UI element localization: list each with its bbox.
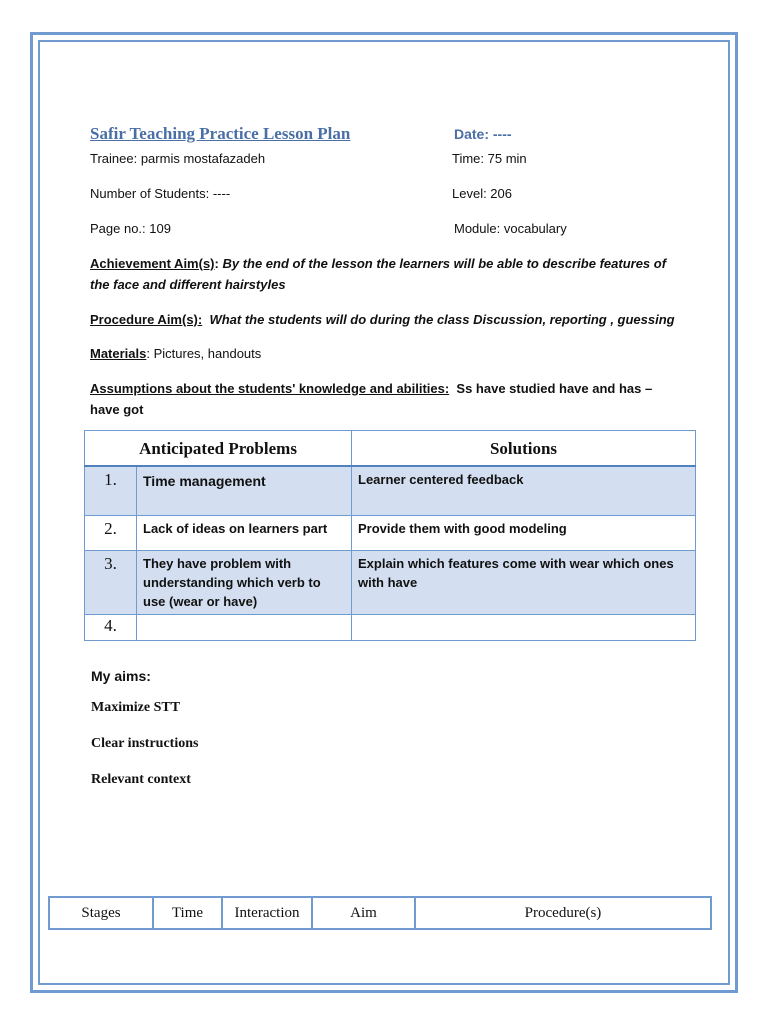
aim-item: Clear instructions [91,736,199,751]
page-number-field: Page no.: 109 [90,221,171,236]
procedure-aim [90,309,680,330]
assumptions-label: Assumptions about the students' knowledge and abilities: [90,381,450,396]
solution-cell: Explain which features come with wear which ones with have [352,550,696,614]
table-header-row [85,431,696,467]
table-row [85,550,696,614]
header-stages: Stages [49,897,153,929]
row-number: 1. [85,466,137,515]
trainee-field: Trainee: parmis mostafazadeh [90,151,266,166]
row-number: 3. [85,550,137,614]
row-number: 2. [85,515,137,550]
header-procedures: Procedure(s) [415,897,711,929]
problem-cell: Time management [137,466,352,515]
aim-item: Maximize STT [91,700,181,715]
problem-cell: They have problem with understanding which verb to use (wear or have) [137,550,352,614]
time-field: Time: 75 min [452,151,527,166]
level-field: Level: 206 [452,186,512,201]
materials-label: Materials [90,346,147,361]
procedure-aim-text: What the students will do during the class Discussion, reporting , guessing [209,312,675,327]
problem-cell: Lack of ideas on learners part [137,515,352,550]
module-field: Module: vocabulary [454,221,567,236]
achievement-aim-label: Achievement Aim(s) [90,256,215,271]
header-anticipated-problems: Anticipated Problems [85,431,352,467]
materials-text: : Pictures, handouts [146,346,262,361]
table-row [85,515,696,550]
solution-cell: Provide them with good modeling [352,515,696,550]
header-time: Time [153,897,222,929]
table-row [85,466,696,515]
problem-cell [137,614,352,640]
stages-table [48,896,712,930]
achievement-aim: Achievement Aim(s): By the end of the lesson the learners will be able to describe features of the face and different hairstyles [90,256,667,292]
anticipated-problems-table [84,430,696,641]
students-field: Number of Students: ---- [90,186,231,201]
assumptions [90,378,680,420]
header-interaction: Interaction [222,897,312,929]
row-number: 4. [85,614,137,640]
aim-item: Relevant context [91,772,191,787]
stages-header-row [49,897,711,929]
procedure-aim-label: Procedure Aim(s): [90,312,203,327]
solution-cell: Learner centered feedback [352,466,696,515]
table-row [85,614,696,640]
assumptions-text: Ss have studied have and has – have got [90,381,653,417]
my-aims-heading: My aims: [91,668,151,684]
document-title: Safir Teaching Practice Lesson Plan [90,124,351,143]
materials [90,343,680,364]
header-solutions: Solutions [352,431,696,467]
header-aim: Aim [312,897,415,929]
solution-cell [352,614,696,640]
achievement-aim-text: By the end of the lesson the learners will be able to describe features of the face and different hairstyles [90,256,667,292]
date-field: Date: ---- [454,126,512,142]
